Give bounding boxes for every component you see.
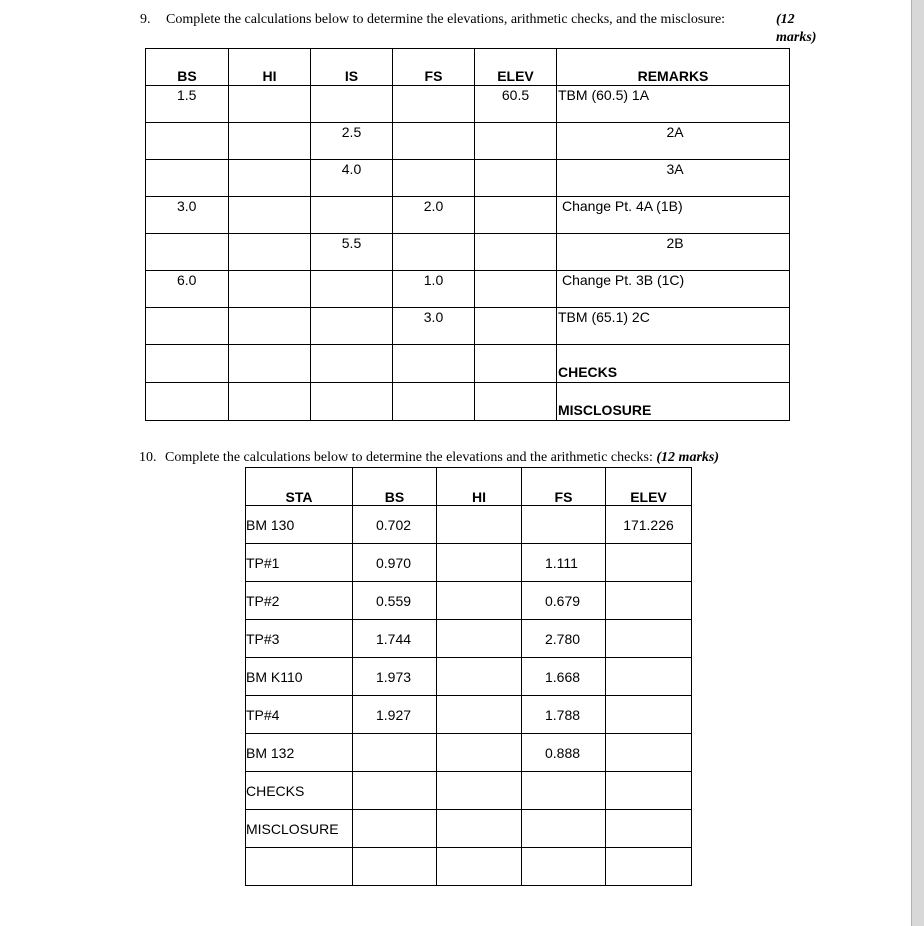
question-10-text: Complete the calculations below to determine the elevations and the arithmetic checks: bbox=[165, 450, 653, 465]
cell-bs bbox=[353, 848, 437, 886]
table-row bbox=[146, 234, 790, 271]
header-fs: FS bbox=[393, 49, 475, 86]
cell-bs bbox=[353, 734, 437, 772]
cell-fs bbox=[522, 810, 606, 848]
cell-bs: 6.0 bbox=[146, 271, 229, 308]
cell-elev bbox=[606, 734, 692, 772]
cell-fs bbox=[522, 506, 606, 544]
cell-remarks: TBM (65.1) 2C bbox=[557, 308, 790, 345]
cell-bs bbox=[146, 160, 229, 197]
cell-bs bbox=[353, 772, 437, 810]
cell-sta: CHECKS bbox=[246, 772, 353, 810]
cell-fs: 1.788 bbox=[522, 696, 606, 734]
table-row bbox=[246, 658, 692, 696]
table-header-row bbox=[146, 49, 790, 86]
cell-elev bbox=[606, 544, 692, 582]
cell-elev bbox=[475, 197, 557, 234]
cell-elev bbox=[606, 620, 692, 658]
cell-bs bbox=[353, 810, 437, 848]
cell-bs bbox=[146, 383, 229, 421]
table-row bbox=[246, 810, 692, 848]
cell-elev bbox=[475, 345, 557, 383]
header-elev: ELEV bbox=[606, 468, 692, 506]
cell-sta: BM K110 bbox=[246, 658, 353, 696]
cell-remarks: CHECKS bbox=[557, 345, 790, 383]
cell-fs: 2.0 bbox=[393, 197, 475, 234]
cell-elev bbox=[606, 848, 692, 886]
cell-remarks: MISCLOSURE bbox=[557, 383, 790, 421]
cell-hi bbox=[437, 620, 522, 658]
cell-sta: TP#1 bbox=[246, 544, 353, 582]
cell-fs bbox=[393, 123, 475, 160]
cell-remarks: Change Pt. 4A (1B) bbox=[557, 197, 790, 234]
cell-elev bbox=[475, 234, 557, 271]
cell-elev bbox=[606, 658, 692, 696]
cell-remarks: 2A bbox=[557, 123, 790, 160]
header-fs: FS bbox=[522, 468, 606, 506]
cell-fs: 3.0 bbox=[393, 308, 475, 345]
cell-fs bbox=[393, 383, 475, 421]
question-10-number: 10. bbox=[139, 450, 157, 465]
cell-bs: 0.970 bbox=[353, 544, 437, 582]
cell-fs bbox=[522, 772, 606, 810]
cell-is bbox=[311, 271, 393, 308]
table-row bbox=[246, 506, 692, 544]
cell-hi bbox=[229, 345, 311, 383]
cell-hi bbox=[229, 123, 311, 160]
header-bs: BS bbox=[353, 468, 437, 506]
cell-elev bbox=[606, 810, 692, 848]
header-hi: HI bbox=[229, 49, 311, 86]
table-row bbox=[146, 86, 790, 123]
cell-fs: 2.780 bbox=[522, 620, 606, 658]
cell-hi bbox=[437, 848, 522, 886]
question-9-text: Complete the calculations below to determine the elevations, arithmetic checks, and the misclosure: bbox=[166, 12, 726, 27]
table-row bbox=[146, 345, 790, 383]
table-row bbox=[146, 197, 790, 234]
cell-elev bbox=[606, 772, 692, 810]
table-row bbox=[246, 848, 692, 886]
cell-elev: 171.226 bbox=[606, 506, 692, 544]
cell-hi bbox=[229, 160, 311, 197]
cell-fs: 0.679 bbox=[522, 582, 606, 620]
question-9-number: 9. bbox=[140, 12, 151, 27]
cell-remarks: 2B bbox=[557, 234, 790, 271]
cell-elev bbox=[475, 308, 557, 345]
cell-hi bbox=[229, 86, 311, 123]
table-row bbox=[246, 544, 692, 582]
cell-fs: 1.111 bbox=[522, 544, 606, 582]
cell-elev bbox=[606, 696, 692, 734]
cell-elev bbox=[475, 271, 557, 308]
header-hi: HI bbox=[437, 468, 522, 506]
cell-remarks: TBM (60.5) 1A bbox=[557, 86, 790, 123]
cell-elev bbox=[475, 123, 557, 160]
cell-hi bbox=[229, 234, 311, 271]
cell-bs: 0.702 bbox=[353, 506, 437, 544]
question-9-marks: (12 marks) bbox=[776, 12, 817, 45]
cell-hi bbox=[437, 772, 522, 810]
level-book-table-q9 bbox=[145, 48, 790, 421]
cell-sta: MISCLOSURE bbox=[246, 810, 353, 848]
cell-bs bbox=[146, 123, 229, 160]
cell-fs bbox=[393, 345, 475, 383]
cell-bs bbox=[146, 308, 229, 345]
cell-is: 4.0 bbox=[311, 160, 393, 197]
cell-sta bbox=[246, 848, 353, 886]
cell-elev bbox=[475, 160, 557, 197]
cell-bs bbox=[146, 234, 229, 271]
cell-bs: 3.0 bbox=[146, 197, 229, 234]
cell-is bbox=[311, 383, 393, 421]
table-row bbox=[146, 160, 790, 197]
table-row bbox=[246, 620, 692, 658]
header-remarks: REMARKS bbox=[557, 49, 790, 86]
table-row bbox=[246, 582, 692, 620]
cell-hi bbox=[229, 383, 311, 421]
question-10-heading bbox=[139, 449, 819, 467]
table-row bbox=[146, 123, 790, 160]
cell-is bbox=[311, 345, 393, 383]
cell-remarks: 3A bbox=[557, 160, 790, 197]
cell-is: 5.5 bbox=[311, 234, 393, 271]
cell-fs: 1.0 bbox=[393, 271, 475, 308]
cell-sta: TP#2 bbox=[246, 582, 353, 620]
cell-hi bbox=[437, 544, 522, 582]
cell-is: 2.5 bbox=[311, 123, 393, 160]
cell-hi bbox=[229, 308, 311, 345]
cell-hi bbox=[229, 271, 311, 308]
header-sta: STA bbox=[246, 468, 353, 506]
cell-bs: 1.927 bbox=[353, 696, 437, 734]
cell-remarks: Change Pt. 3B (1C) bbox=[557, 271, 790, 308]
cell-sta: BM 132 bbox=[246, 734, 353, 772]
cell-bs: 1.5 bbox=[146, 86, 229, 123]
cell-hi bbox=[437, 810, 522, 848]
table-row bbox=[246, 734, 692, 772]
cell-elev bbox=[606, 582, 692, 620]
header-bs: BS bbox=[146, 49, 229, 86]
cell-bs: 1.744 bbox=[353, 620, 437, 658]
cell-is bbox=[311, 308, 393, 345]
cell-elev bbox=[475, 383, 557, 421]
cell-sta: BM 130 bbox=[246, 506, 353, 544]
header-elev: ELEV bbox=[475, 49, 557, 86]
cell-fs: 0.888 bbox=[522, 734, 606, 772]
cell-fs bbox=[522, 848, 606, 886]
table-row bbox=[146, 271, 790, 308]
cell-bs: 1.973 bbox=[353, 658, 437, 696]
cell-sta: TP#3 bbox=[246, 620, 353, 658]
table-row bbox=[246, 772, 692, 810]
cell-hi bbox=[437, 506, 522, 544]
table-row bbox=[146, 308, 790, 345]
table-row bbox=[146, 383, 790, 421]
cell-bs bbox=[146, 345, 229, 383]
cell-bs: 0.559 bbox=[353, 582, 437, 620]
cell-elev: 60.5 bbox=[475, 86, 557, 123]
cell-fs bbox=[393, 86, 475, 123]
question-10-marks: (12 marks) bbox=[656, 450, 720, 465]
cell-is bbox=[311, 197, 393, 234]
vertical-scrollbar[interactable] bbox=[911, 0, 924, 926]
cell-hi bbox=[437, 582, 522, 620]
cell-hi bbox=[437, 734, 522, 772]
cell-sta: TP#4 bbox=[246, 696, 353, 734]
cell-is bbox=[311, 86, 393, 123]
level-book-table-q10 bbox=[245, 467, 692, 886]
cell-fs bbox=[393, 160, 475, 197]
cell-hi bbox=[437, 696, 522, 734]
header-is: IS bbox=[311, 49, 393, 86]
question-9-heading bbox=[140, 11, 817, 45]
table-row bbox=[246, 696, 692, 734]
cell-hi bbox=[437, 658, 522, 696]
cell-hi bbox=[229, 197, 311, 234]
cell-fs bbox=[393, 234, 475, 271]
cell-fs: 1.668 bbox=[522, 658, 606, 696]
table-header-row bbox=[246, 468, 692, 506]
